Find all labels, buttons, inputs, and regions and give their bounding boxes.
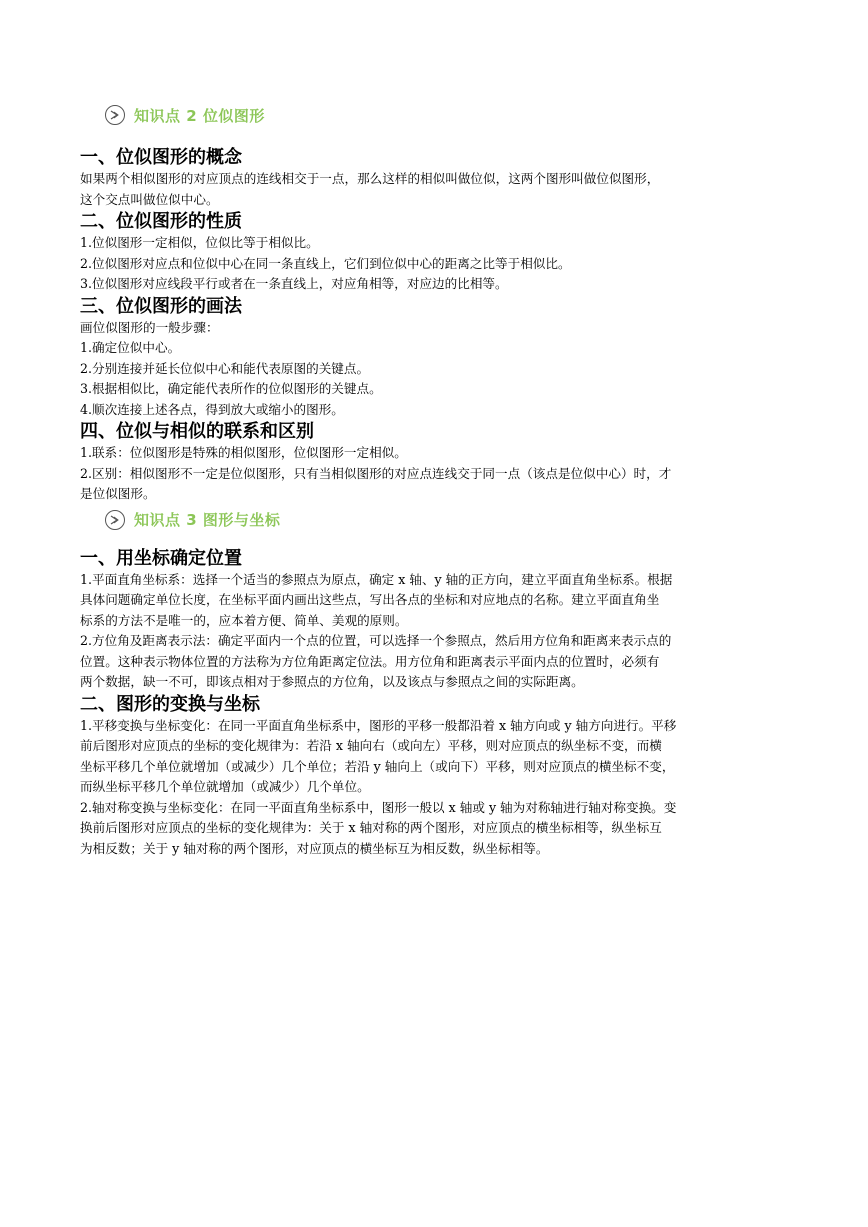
paragraph-line: 1.位似图形一定相似，位似比等于相似比。 <box>80 235 319 250</box>
paragraph-line: 2.位似图形对应点和位似中心在同一条直线上，它们到位似中心的距离之比等于相似比。 <box>80 255 571 271</box>
section-heading-coordinate-position: 一、用坐标确定位置 <box>80 547 242 569</box>
paragraph-line: 3.根据相似比，确定能代表所作的位似图形的关键点。 <box>80 381 382 396</box>
paragraph-line: 是位似图形。 <box>80 486 156 501</box>
knowledge-point-3-label: 知识点 3 图形与坐标 <box>134 511 281 529</box>
paragraph-line: 位置。这种表示物体位置的方法称为方位角距离定位法。用方位角和距离表示平面内点的位置时，必须有 <box>80 653 660 669</box>
paragraph-line: 2.分别连接并延长位似中心和能代表原图的关键点。 <box>80 360 370 376</box>
paragraph-line: 1.联系：位似图形是特殊的相似图形，位似图形一定相似。 <box>80 445 407 460</box>
paragraph-line: 前后图形对应顶点的坐标的变化规律为：若沿 x 轴向右（或向左）平移，则对应顶点的纵坐标不变，而横 <box>80 738 662 753</box>
paragraph-line: 而纵坐标平移几个单位就增加（或减少）几个单位。 <box>80 779 370 794</box>
paragraph-line: 这个交点叫做位似中心。 <box>80 191 219 207</box>
section-heading-transform-coordinates: 二、图形的变换与坐标 <box>80 693 260 715</box>
knowledge-point-2-header <box>104 100 792 130</box>
paragraph-line: 2.轴对称变换与坐标变化：在同一平面直角坐标系中，图形一般以 x 轴或 y 轴为对称轴进行轴对称变换。变 <box>80 799 677 815</box>
circle-arrow-icon <box>104 104 126 126</box>
circle-arrow-icon <box>104 509 126 531</box>
paragraph-line: 换前后图形对应顶点的坐标的变化规律为：关于 x 轴对称的两个图形，对应顶点的横坐标相等，纵坐标互 <box>80 820 662 835</box>
section-heading-relation-difference: 四、位似与相似的联系和区别 <box>80 421 314 442</box>
paragraph-line: 1.平面直角坐标系：选择一个适当的参照点为原点，确定 x 轴、y 轴的正方向，建立平面直角坐标系。根据 <box>80 571 673 587</box>
paragraph-line: 2.方位角及距离表示法：确定平面内一个点的位置，可以选择一个参照点，然后用方位角和距离来表示点的 <box>80 633 672 648</box>
document-content <box>80 100 792 859</box>
paragraph-line: 标系的方法不是唯一的，应本着方便、简单、美观的原则。 <box>80 612 408 628</box>
paragraph-line: 画位似图形的一般步骤： <box>80 319 219 335</box>
paragraph-line: 1.平移变换与坐标变化：在同一平面直角坐标系中，图形的平移一般都沿着 x 轴方向或 y 轴方向进行。平移 <box>80 717 677 733</box>
section-heading-properties: 二、位似图形的性质 <box>80 211 242 232</box>
paragraph-line: 如果两个相似图形的对应顶点的连线相交于一点，那么这样的相似叫做位似，这两个图形叫做位似图形， <box>80 171 660 186</box>
paragraph-line: 两个数据，缺一不可，即该点相对于参照点的方位角，以及该点与参照点之间的实际距离。 <box>80 674 584 689</box>
paragraph-line: 坐标平移几个单位就增加（或减少）几个单位；若沿 y 轴向上（或向下）平移，则对应顶点的横坐标不变， <box>80 758 675 774</box>
paragraph-line: 3.位似图形对应线段平行或者在一条直线上，对应角相等，对应边的比相等。 <box>80 276 508 291</box>
paragraph-line: 1.确定位似中心。 <box>80 340 181 355</box>
paragraph-line: 4.顺次连接上述各点，得到放大或缩小的图形。 <box>80 401 344 417</box>
paragraph-line: 2.区别：相似图形不一定是位似图形，只有当相似图形的对应点连线交于同一点（该点是位似中心）时，才 <box>80 465 672 481</box>
section-heading-drawing-method: 三、位似图形的画法 <box>80 295 242 317</box>
section-heading-concept: 一、位似图形的概念 <box>80 147 242 168</box>
paragraph-line: 具体问题确定单位长度，在坐标平面内画出这些点，写出各点的坐标和对应地点的名称。建立平面直角坐 <box>80 592 660 607</box>
knowledge-point-2-label: 知识点 2 位似图形 <box>134 106 265 125</box>
paragraph-line: 为相反数；关于 y 轴对称的两个图形，对应顶点的横坐标互为相反数，纵坐标相等。 <box>80 840 549 856</box>
knowledge-point-3-header <box>104 505 792 535</box>
